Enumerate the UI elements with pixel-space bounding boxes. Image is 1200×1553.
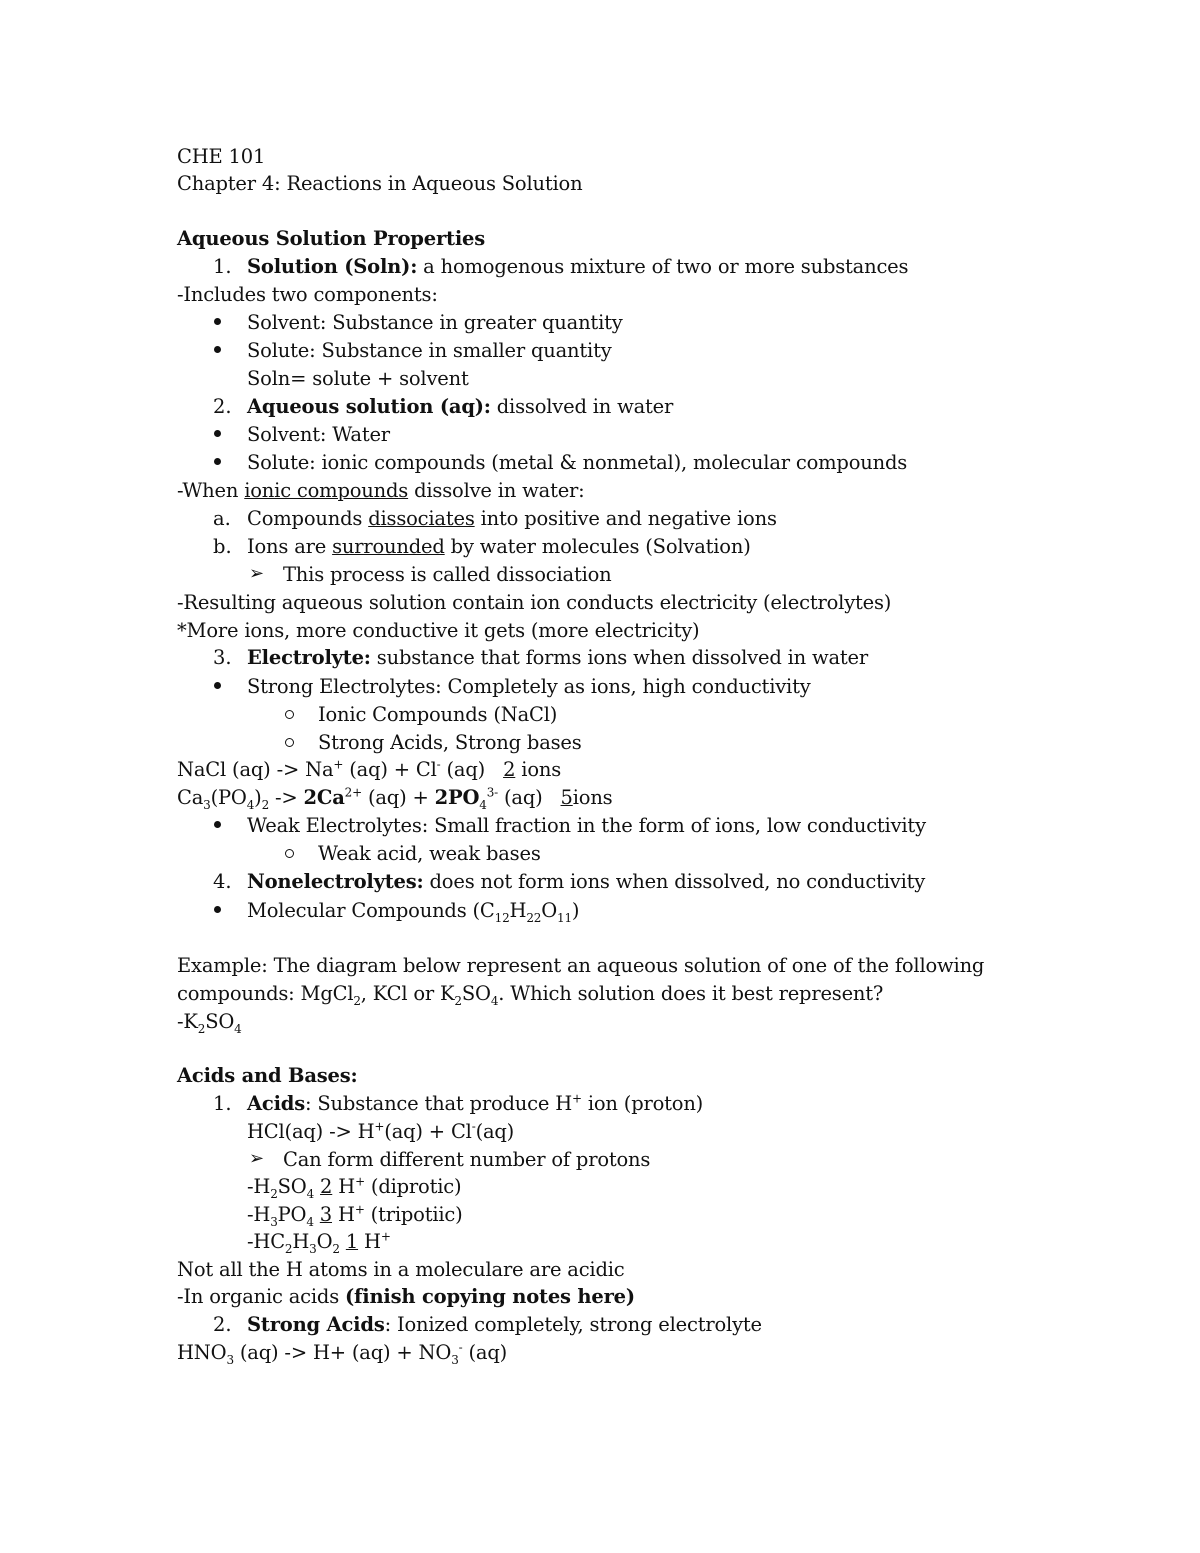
underlined-term: surrounded [332, 535, 445, 558]
list-number-1-acids: 1. [213, 1092, 232, 1115]
circle-bullet-icon [285, 738, 294, 747]
text-span: (aq) [440, 758, 504, 781]
list-number-1: 1. [213, 255, 232, 278]
def-nonelectrolytes: does not form ions when dissolved, no conductivity [423, 870, 926, 893]
list-number-2-acids: 2. [213, 1313, 232, 1336]
text-span: -H [247, 1175, 271, 1198]
def-solution: a homogenous mixture of two or more substances [417, 255, 909, 278]
resulting-line: -Resulting aqueous solution contain ion conducts electricity (electrolytes) [177, 591, 892, 614]
text-span: dissolve in water: [408, 479, 585, 502]
term-electrolyte: Electrolyte: [247, 646, 371, 669]
subscript: 2 [197, 1021, 206, 1036]
ion-count: 2 [503, 758, 516, 781]
text-span: H [332, 1175, 356, 1198]
proton-count: 3 [319, 1203, 333, 1226]
superscript: 2+ [344, 785, 362, 800]
bullet-icon [214, 821, 221, 828]
term-nonelectrolytes: Nonelectrolytes: [247, 870, 424, 893]
text-span: (aq) + Cl [343, 758, 437, 781]
definition-solution [247, 253, 908, 280]
definition-acids [247, 1090, 703, 1117]
acetic-acid-line [247, 1228, 391, 1255]
solvent-line: Solvent: Substance in greater quantity [247, 311, 623, 334]
text-span: O [316, 1230, 333, 1253]
superscript: + [333, 757, 344, 772]
text-span: : Substance that produce H [305, 1092, 572, 1115]
text-span: . Which solution does it best represent? [498, 982, 884, 1005]
subscript: 3 [451, 1352, 459, 1367]
def-strong-acids: : Ionized completely, strong electrolyte [384, 1313, 762, 1336]
bullet-icon [214, 682, 221, 689]
subscript: 4 [306, 1186, 315, 1201]
text-span: Molecular Compounds (C [247, 899, 495, 922]
phosphoric-acid-line [247, 1201, 463, 1228]
subscript: 4 [246, 797, 255, 812]
subscript: 3 [309, 1241, 317, 1256]
solute-line: Solute: Substance in smaller quantity [247, 339, 612, 362]
weak-acid-line: Weak acid, weak bases [318, 842, 541, 865]
text-span: Ions are [247, 535, 333, 558]
example-line-2 [177, 980, 883, 1007]
definition-aqueous [247, 393, 673, 420]
ionic-dissolve-line [177, 477, 585, 504]
text-span: -HC [247, 1230, 285, 1253]
organic-acids-line [177, 1283, 635, 1310]
bullet-icon [214, 430, 221, 437]
superscript: - [458, 1340, 463, 1355]
calcium-phosphate-equation [177, 784, 613, 811]
subscript: 2 [270, 1186, 278, 1201]
text-span: ion (proton) [581, 1092, 704, 1115]
underlined-term: ionic compounds [244, 479, 409, 502]
bullet-icon [214, 906, 221, 913]
text-span: by water molecules (Solvation) [444, 535, 751, 558]
text-span: NaCl (aq) -> Na [177, 758, 334, 781]
text-span: SO [277, 1175, 307, 1198]
subscript: 2 [284, 1241, 293, 1256]
text-span: H [358, 1230, 381, 1253]
list-number-3: 3. [213, 646, 232, 669]
text-span: HNO [177, 1341, 227, 1364]
bullet-icon [214, 346, 221, 353]
ionic-nacl-line: Ionic Compounds (NaCl) [318, 703, 558, 726]
molecular-compounds-line [247, 897, 579, 924]
hcl-equation [247, 1118, 514, 1145]
chapter-title: Chapter 4: Reactions in Aqueous Solution [177, 172, 583, 195]
bullet-icon [214, 458, 221, 465]
text-span: ) [571, 899, 580, 922]
solute-types-line: Solute: ionic compounds (metal & nonmetal), molecular compounds [247, 451, 908, 474]
nitric-acid-equation [177, 1339, 507, 1366]
text-span: (aq) [498, 786, 561, 809]
arrow-bullet-icon: ➢ [249, 1148, 265, 1169]
course-code: CHE 101 [177, 145, 266, 168]
finish-note: (finish copying notes here) [345, 1285, 635, 1308]
circle-bullet-icon [285, 849, 294, 858]
subscript: 11 [557, 910, 572, 925]
definition-electrolyte [247, 644, 868, 671]
text-span: SO [205, 1010, 235, 1033]
text-span: (aq) [462, 1341, 508, 1364]
example-answer [177, 1008, 242, 1035]
list-letter-b: b. [213, 535, 232, 558]
section-heading-acids: Acids and Bases: [177, 1064, 358, 1087]
subscript: 2 [261, 797, 270, 812]
includes-line: -Includes two components: [177, 283, 438, 306]
example-line-1: Example: The diagram below represent an aqueous solution of one of the following [177, 954, 985, 977]
subscript: 22 [526, 910, 542, 925]
text-span: , KCl or K [360, 982, 455, 1005]
superscript: + [354, 1202, 365, 1217]
text-span: 2Ca [303, 786, 345, 809]
ion-count: 5 [560, 786, 573, 809]
arrow-bullet-icon: ➢ [249, 563, 265, 584]
weak-electrolytes-line: Weak Electrolytes: Small fraction in the form of ions, low conductivity [247, 814, 926, 837]
text-span: -When [177, 479, 245, 502]
sulfuric-acid-line [247, 1173, 461, 1200]
text-span: -> [269, 786, 304, 809]
text-span: (aq) + [361, 786, 435, 809]
proton-count: 2 [320, 1175, 333, 1198]
text-span: -H [247, 1203, 271, 1226]
def-aqueous: dissolved in water [490, 395, 674, 418]
text-span: ions [515, 758, 562, 781]
different-protons-line: Can form different number of protons [283, 1148, 651, 1171]
subscript: 3 [270, 1214, 278, 1229]
text-span: PO [277, 1203, 307, 1226]
text-span: into positive and negative ions [474, 507, 777, 530]
subscript: 4 [306, 1214, 314, 1229]
text-span: Compounds [247, 507, 369, 530]
text-span: (PO [210, 786, 247, 809]
more-ions-line: *More ions, more conductive it gets (more electricity) [177, 619, 700, 642]
underlined-term: dissociates [368, 507, 475, 530]
dissociation-line: This process is called dissociation [283, 563, 612, 586]
subscript: 4 [479, 797, 487, 812]
list-number-2: 2. [213, 395, 232, 418]
solvent-water-line: Solvent: Water [247, 423, 390, 446]
dissociates-line [247, 505, 777, 532]
text-span: (diprotic) [364, 1175, 462, 1198]
text-span: HCl(aq) -> H [247, 1120, 375, 1143]
text-span: (aq) [475, 1120, 515, 1143]
list-number-4: 4. [213, 870, 232, 893]
superscript: 3- [486, 785, 498, 800]
circle-bullet-icon [285, 710, 294, 719]
term-acids: Acids [247, 1092, 306, 1115]
text-span: Ca [177, 786, 204, 809]
superscript: - [471, 1119, 476, 1134]
text-span: H [332, 1203, 355, 1226]
subscript: 2 [454, 993, 462, 1008]
superscript: + [374, 1119, 385, 1134]
text-span: ) [254, 786, 262, 809]
text-span: (aq) + Cl [384, 1120, 472, 1143]
subscript: 4 [234, 1021, 242, 1036]
subscript: 3 [203, 797, 211, 812]
soln-equation: Soln= solute + solvent [247, 367, 469, 390]
term-aqueous: Aqueous solution (aq): [247, 395, 491, 418]
subscript: 12 [494, 910, 510, 925]
text-span: H [292, 1230, 310, 1253]
text-span: ions [572, 786, 613, 809]
term-strong-acids: Strong Acids [247, 1313, 385, 1336]
definition-nonelectrolytes [247, 868, 925, 895]
text-span: SO [461, 982, 491, 1005]
definition-strong-acids [247, 1311, 762, 1338]
text-span: compounds: MgCl [177, 982, 354, 1005]
subscript: 4 [490, 993, 499, 1008]
nacl-equation [177, 756, 561, 783]
text-span: (aq) -> H+ (aq) + NO [233, 1341, 452, 1364]
superscript: + [355, 1174, 365, 1189]
term-solution: Solution (Soln): [247, 255, 418, 278]
superscript: + [380, 1229, 391, 1244]
strong-acids-bases-line: Strong Acids, Strong bases [318, 731, 582, 754]
surrounded-line [247, 533, 751, 560]
subscript: 2 [353, 993, 361, 1008]
text-span: H [509, 899, 527, 922]
text-span: 2PO [434, 786, 480, 809]
text-span: -K [177, 1010, 198, 1033]
list-letter-a: a. [213, 507, 231, 530]
not-all-acidic-line: Not all the H atoms in a moleculare are acidic [177, 1258, 625, 1281]
superscript: - [436, 757, 441, 772]
strong-electrolytes-line: Strong Electrolytes: Completely as ions, high conductivity [247, 675, 811, 698]
subscript: 2 [332, 1241, 340, 1256]
superscript: + [572, 1091, 582, 1106]
proton-count: 1 [345, 1230, 359, 1253]
subscript: 3 [226, 1352, 234, 1367]
def-electrolyte: substance that forms ions when dissolved in water [370, 646, 869, 669]
text-span: (tripotiic) [364, 1203, 463, 1226]
text-span: -In organic acids [177, 1285, 346, 1308]
bullet-icon [214, 318, 221, 325]
section-heading-aqueous: Aqueous Solution Properties [177, 227, 486, 250]
text-span: O [541, 899, 558, 922]
